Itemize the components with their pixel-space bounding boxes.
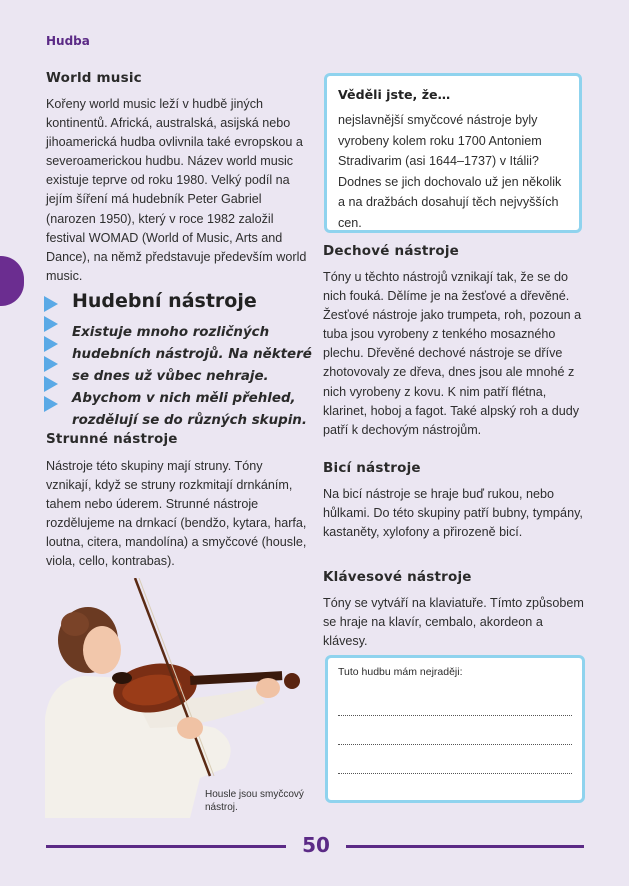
hudebni-nastroje-section <box>42 290 312 432</box>
favorite-music-box <box>325 655 585 803</box>
dechove-heading: Dechové nástroje <box>323 243 460 259</box>
klavesove-section <box>323 569 585 651</box>
did-you-know-box <box>324 73 582 233</box>
violin-player-photo <box>40 578 310 818</box>
page-number: 50 <box>302 833 330 857</box>
dechove-section <box>323 243 585 440</box>
section-header-label: Hudba <box>46 34 90 48</box>
did-you-know-heading: Věděli jste, že… <box>338 87 451 102</box>
strunne-text: Nástroje této skupiny mají struny. Tóny vznikají, když se struny rozkmitají drnkáním, tahem nebo úderem. Strunné nástroje rozdělujeme na drnkací (bendžo, kytara, harfa, loutna, citera, mandolína) a smyčcové (housle, viola, cello, kontrabas). <box>46 459 307 569</box>
answer-line[interactable] <box>338 715 572 716</box>
klavesove-text: Tóny se vytváří na klaviatuře. Tímto způsobem se hraje na klavír, cembalo, akordeon a klávesy. <box>323 596 584 649</box>
page-edge-tab <box>0 256 24 306</box>
bici-section <box>323 460 585 542</box>
footer-rule-right <box>346 845 584 848</box>
strunne-heading: Strunné nástroje <box>46 431 178 447</box>
strunne-section <box>46 431 308 572</box>
answer-line[interactable] <box>338 773 572 774</box>
hudebni-nastroje-intro: Existuje mnoho rozličných hudebních nástrojů. Na některé se dnes už vůbec nehraje. Abychom v nich měli přehled, rozdělují se do různých skupin. <box>72 325 312 428</box>
favorite-music-label: Tuto hudbu mám nejraději: <box>338 666 463 678</box>
world-music-text: Kořeny world music leží v hudbě jiných kontinentů. Africká, australská, asijská nebo jihoamerická hudba ovlivnila také evropskou a severoamerickou hudbu. Název world music existuje teprve od roku 1980. Velký podíl na jejím šíření má hudebník Peter Gabriel (narozen 1950), který v roce 1982 založil festival WOMAD (World of Music, Arts and Dance), na němž představuje především world music. <box>46 97 307 283</box>
photo-caption: Housle jsou smyčcový nástroj. <box>205 789 304 813</box>
dechove-text: Tóny u těchto nástrojů vznikají tak, že se do nich fouká. Dělíme je na žesťové a dřevěné. Žesťové nástroje jako trumpeta, roh, pozoun a tuba jsou vyrobeny z tenkého mosazného plechu. Dřevěné dechové nástroje se dříve zhotovovaly ze dřeva, dnes jsou ale mnohé z nich vyrobeny z kovu. K nim patří flétna, klarinet, hoboj a fagot. Také alpský roh a dudy patří k dechovým nástrojům. <box>323 270 582 437</box>
world-music-section <box>46 70 308 286</box>
did-you-know-text: nejslavnější smyčcové nástroje byly vyrobeny kolem roku 1700 Antoniem Stradivarim (asi 1644–1737) v Itálii? Dodnes se jich dochovalo už jen několik a na dražbách dosahují těch nejvyšších cen. <box>338 113 562 230</box>
klavesove-heading: Klávesové nástroje <box>323 569 472 585</box>
hudebni-nastroje-heading: Hudební nástroje <box>72 290 257 312</box>
bici-text: Na bicí nástroje se hraje buď rukou, nebo hůlkami. Do této skupiny patří bubny, tympány, kastaněty, xylofony a přirozeně bicí. <box>323 487 583 540</box>
answer-line[interactable] <box>338 744 572 745</box>
bici-heading: Bicí nástroje <box>323 460 421 476</box>
arrow-bullets-icon <box>42 294 62 414</box>
world-music-heading: World music <box>46 70 142 86</box>
footer-rule-left <box>46 845 286 848</box>
